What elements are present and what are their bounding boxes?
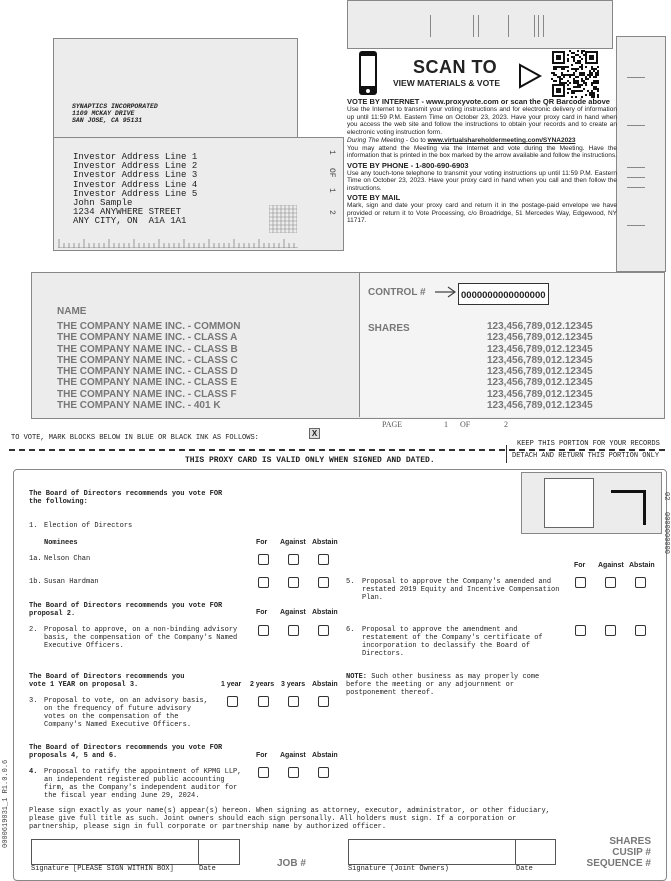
page-marker-1: 1 [327, 150, 336, 155]
sender-window [53, 38, 298, 139]
page-marker-1b: 1 [327, 188, 336, 193]
sequence-code: SEQUENCE # [586, 858, 651, 869]
checkbox-1b-for[interactable] [258, 577, 269, 588]
company-name: THE COMPANY NAME INC. - CLASS B [57, 343, 238, 355]
holdings-panel [31, 272, 665, 419]
checkbox-1b-abstain[interactable] [318, 577, 329, 588]
p3-text: Proposal to vote, on an advisory basis, on the frequency of future advisory votes on the compensation of the Company's Named Executive Officers. [44, 697, 208, 729]
joint-signature-box[interactable] [348, 839, 556, 865]
checkbox-5-abstain[interactable] [635, 577, 646, 588]
company-name: THE COMPANY NAME INC. - CLASS E [57, 377, 238, 389]
recommend-4: The Board of Directors recommends you vote FOR proposals 4, 5 and 6. [29, 744, 223, 760]
investor-address-line: Investor Address Line 4 [73, 179, 198, 190]
share-amount: 123,456,789,012.12345 [487, 366, 593, 378]
nominee-1a-num: 1a. [29, 555, 42, 563]
nominee-1a-name: Nelson Chan [44, 555, 91, 563]
checkbox-4-abstain[interactable] [318, 767, 329, 778]
share-amount: 123,456,789,012.12345 [487, 388, 593, 400]
sender-name: SYNAPTICS INCORPORATED [72, 103, 158, 110]
job-number: JOB # [277, 858, 306, 869]
p3-num: 3. [29, 697, 38, 705]
page-label: PAGE [382, 420, 403, 429]
right-side-zeros: 0000000000 [662, 512, 670, 555]
item1-text: Election of Directors [44, 522, 133, 530]
p2-num: 2. [29, 626, 38, 634]
cusip-code: CUSIP # [612, 847, 651, 858]
share-amount: 123,456,789,012.12345 [487, 354, 593, 366]
name-label: NAME [57, 306, 87, 317]
company-name: THE COMPANY NAME INC. - COMMON [57, 321, 241, 332]
checkbox-1a-against[interactable] [288, 554, 299, 565]
investor-address-line: Investor Address Line 2 [73, 161, 198, 172]
checkbox-4-against[interactable] [288, 767, 299, 778]
signature-label: Signature [PLEASE SIGN WITHIN BOX] [31, 865, 174, 873]
col-against-4: Against [280, 752, 306, 759]
keep-portion: KEEP THIS PORTION FOR YOUR RECORDS [517, 440, 660, 448]
p6-num: 6. [346, 626, 355, 634]
p4-text: Proposal to ratify the appointment of KPMG LLP, an independent registered public accounting firm, as the Company's independent auditor for the fiscal year ending June 29, 2024. [44, 768, 242, 800]
checkbox-3-3years[interactable] [288, 696, 299, 707]
col-for-2: For [256, 609, 268, 616]
page-of: OF [460, 420, 471, 429]
col-3years: 3 years [281, 681, 306, 688]
scan-block [358, 50, 610, 98]
checkbox-1a-abstain[interactable] [318, 554, 329, 565]
col-2years: 2 years [250, 681, 275, 688]
checkbox-1b-against[interactable] [288, 577, 299, 588]
share-amount: 123,456,789,012.12345 [487, 343, 593, 355]
checkbox-5-for[interactable] [575, 577, 586, 588]
meeting-goto: - Go to [404, 137, 428, 144]
p6-text: Proposal to approve the amendment and restatement of the Company's certificate of incorporation to declassify the Board of Directors. [362, 626, 543, 658]
checkbox-1a-for[interactable] [258, 554, 269, 565]
vote-mail-heading: VOTE BY MAIL [347, 193, 401, 202]
p5-text: Proposal to approve the Company's amended and restated 2019 Equity and Incentive Compensation Plan. [362, 578, 560, 602]
shares-label: SHARES [368, 323, 410, 334]
col-for-4: For [256, 752, 268, 759]
vote-mail-body: Mark, sign and date your proxy card and return it in the postage-paid envelope we have provided or return it to Vote Processing, c/o Broadridge, 51 Mercedes Way, Edgewood, NY 11717. [347, 202, 617, 224]
vote-instructions [347, 98, 617, 225]
investor-address-line: Investor Address Line 3 [73, 170, 198, 181]
vote-phone-body: Use any touch-tone telephone to transmit your voting instructions up until 11:59 P.M. Eastern Time on October 23, 2023. Have your proxy card in hand when you call and then follow the instructions. [347, 169, 617, 192]
share-amount: 123,456,789,012.12345 [487, 377, 593, 389]
company-name: THE COMPANY NAME INC. - 401 K [57, 400, 221, 412]
checkbox-3-abstain[interactable] [318, 696, 329, 707]
recommend-2: The Board of Directors recommends you vote FOR proposal 2. [29, 602, 223, 618]
checkbox-2-for[interactable] [258, 625, 269, 636]
control-number: 0000000000000000 [458, 283, 549, 305]
col-for-1: For [256, 539, 268, 546]
detach-portion: DETACH AND RETURN THIS PORTION ONLY [512, 452, 660, 460]
share-amount: 123,456,789,012.12345 [487, 400, 593, 412]
signature-box[interactable] [31, 839, 240, 865]
col-against-5: Against [598, 562, 624, 569]
investor-address-line: Investor Address Line 5 [73, 188, 198, 199]
p2-text: Proposal to approve, on a non-binding advisory basis, the compensation of the Company's Named Executive Officers. [44, 626, 238, 650]
right-side-top: 02 [662, 492, 670, 501]
barcode-strip [347, 0, 613, 49]
corner-block [521, 472, 662, 534]
company-name: THE COMPANY NAME INC. - CLASS F [57, 388, 237, 400]
share-amount: 123,456,789,012.12345 [487, 332, 593, 344]
col-abstain-1: Abstain [312, 539, 338, 546]
checkbox-6-against[interactable] [605, 625, 616, 636]
col-abstain-2: Abstain [312, 609, 338, 616]
date-label: Date [199, 865, 216, 873]
investor-address [73, 153, 197, 227]
arrow-right-icon [435, 286, 457, 298]
control-label: CONTROL # [368, 287, 426, 298]
col-abstain-4: Abstain [312, 752, 338, 759]
meeting-prefix: During The Meeting [347, 137, 405, 144]
note-block [346, 673, 539, 697]
note-text: Such other business as may properly come before the meeting or any adjournment or postponement thereof. [346, 673, 540, 697]
signature-instructions: Please sign exactly as your name(s) appear(s) hereon. When signing as attorney, executor, administrator, or other fiduciary, please give full title as such. Joint owners should each sign personally. All holders must sign. If a corporation or partnership, please sign in full corporate or partnership name by authorized officer. [29, 807, 550, 831]
col-abstain-3: Abstain [312, 681, 338, 688]
meeting-link[interactable]: www.virtualshareholdermeeting.com/SYNA2023 [427, 137, 576, 144]
checkbox-6-abstain[interactable] [635, 625, 646, 636]
company-name: THE COMPANY NAME INC. - CLASS A [57, 332, 238, 344]
scan-title: SCAN TO [413, 57, 498, 77]
left-side-code: 0000619031_1 R1.0.0.6 [2, 759, 10, 848]
recommend-3: The Board of Directors recommends you vote 1 YEAR on proposal 3. [29, 673, 185, 689]
checkbox-5-against[interactable] [605, 577, 616, 588]
share-list [487, 321, 593, 411]
page-num: 1 [444, 420, 448, 429]
p4-num: 4. [29, 768, 38, 776]
note-label: NOTE: [346, 673, 368, 681]
company-name: THE COMPANY NAME INC. - CLASS D [57, 366, 238, 378]
item1-num: 1. [29, 522, 38, 530]
side-panel [616, 36, 666, 272]
nominee-1b-name: Susan Hardman [44, 578, 99, 586]
col-abstain-5: Abstain [629, 562, 655, 569]
date-label-2: Date [516, 865, 533, 873]
investor-window [53, 137, 344, 251]
scan-subtitle: VIEW MATERIALS & VOTE [393, 78, 501, 88]
checkbox-4-for[interactable] [258, 767, 269, 778]
meeting-body: You may attend the Meeting via the Internet and vote during the Meeting. Have the information that is printed in the box marked by the arrow available and follow the instructions. [347, 144, 617, 159]
shares-cusip-block [587, 836, 651, 869]
arrow-icon [518, 63, 542, 89]
col-against-2: Against [280, 609, 306, 616]
company-name: THE COMPANY NAME INC. - CLASS C [57, 354, 238, 366]
investor-address-line: ANY CITY, ON A1A 1A1 [73, 216, 187, 227]
investor-address-line: 1234 ANYWHERE STREET [73, 207, 182, 218]
vote-internet-body: Use the Internet to transmit your voting instructions and for electronic delivery of information up until 11:59 P.M. Eastern Time on October 23, 2023. Have your proxy card in hand when you access the web site and follow the instructions to obtain your records and to create an electronic voting instruction form. [347, 106, 617, 136]
valid-notice: THIS PROXY CARD IS VALID ONLY WHEN SIGNED AND DATED. [185, 456, 435, 465]
mark-instructions: TO VOTE, MARK BLOCKS BELOW IN BLUE OR BLACK INK AS FOLLOWS: [11, 434, 259, 442]
col-1year: 1 year [221, 681, 242, 688]
postal-grid [269, 205, 297, 233]
nominee-1b-num: 1b. [29, 578, 42, 586]
vote-phone-heading: VOTE BY PHONE - 1-800-690-6903 [347, 160, 469, 170]
checkbox-2-against[interactable] [288, 625, 299, 636]
col-for-5: For [574, 562, 586, 569]
share-amount: 123,456,789,012.12345 [487, 321, 593, 332]
ruler-ticks [58, 238, 298, 248]
investor-address-line: Investor Address Line 1 [73, 152, 198, 162]
perforation-line [9, 449, 665, 451]
nominees-label: Nominees [44, 539, 78, 547]
p5-num: 5. [346, 578, 355, 586]
recommend-1: The Board of Directors recommends you vote FOR the following: [29, 490, 223, 506]
investor-address-line: John Sample [73, 198, 133, 209]
checkbox-2-abstain[interactable] [318, 625, 329, 636]
page-marker-2: 2 [327, 210, 336, 215]
sender-street: 1109 MCKAY DRIVE [72, 110, 135, 117]
shares-code: SHARES [609, 836, 651, 847]
sender-city: SAN JOSE, CA 95131 [72, 117, 143, 124]
qr-code-icon [551, 50, 599, 98]
x-mark-sample: X [309, 428, 320, 439]
page-total: 2 [504, 420, 508, 429]
company-list [57, 321, 241, 411]
vote-internet-heading: VOTE BY INTERNET - www.proxyvote.com or scan the QR Barcode above [347, 97, 610, 106]
col-against-1: Against [280, 539, 306, 546]
page-marker-of: OF [327, 168, 336, 178]
checkbox-3-2years[interactable] [258, 696, 269, 707]
checkbox-3-1year[interactable] [227, 696, 238, 707]
checkbox-6-for[interactable] [575, 625, 586, 636]
phone-icon [358, 50, 378, 96]
joint-signature-label: Signature (Joint Owners) [348, 865, 449, 873]
